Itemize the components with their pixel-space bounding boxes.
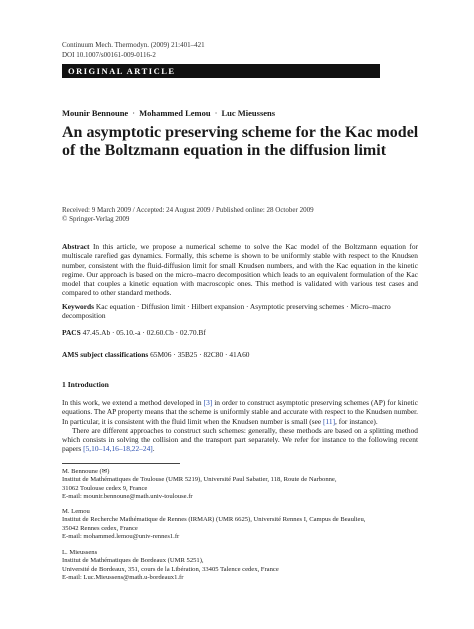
paragraph: [62, 426, 418, 454]
author-name: Mohammed Lemou: [139, 108, 211, 118]
affiliation-name: L. Mieussens: [62, 549, 98, 556]
affiliation: [62, 468, 382, 501]
copyright: © Springer-Verlag 2009: [62, 215, 130, 223]
text-run: In this work, we extend a method developed in: [62, 398, 204, 407]
abstract-text: In this article, we propose a numerical scheme to solve the Kac model of the Boltzmann equation for multiscale rarefied gas dynamics. Formally, this scheme is shown to be uniformly stable with respect to the Knudsen number, consistent with the fluid-diffusion limit for small Knudsen numbers, and with the Kac equation in the kinetic regime. Our approach is based on the micro–macro decomposition which leads to an equivalent formulation of the Kac model that couples a kinetic equation with macroscopic ones. This method is validated with various test cases and compared to other standard methods.: [62, 242, 418, 298]
abstract: [62, 242, 418, 298]
author-separator: ·: [214, 108, 218, 118]
author-name: Mounir Bennoune: [62, 108, 129, 118]
pacs-codes: [62, 328, 206, 337]
affiliation-line: 31062 Toulouse cedex 9, France: [62, 484, 148, 492]
affiliation-email: E-mail: mohammed.lemou@univ-rennes1.fr: [62, 532, 180, 540]
text-run: in order to construct asymptotic preserving schemes (AP) for kinetic equations. The AP property means that the scheme is uniformly stable and accurate with respect to the Knudsen number. In particular, it is consistent with the fluid limit when the Knudsen number is small (see: [62, 398, 419, 426]
article-type-label: ORIGINAL ARTICLE: [68, 66, 176, 76]
introduction-body: [62, 398, 418, 454]
paragraph: [62, 398, 418, 426]
journal-citation: Continuum Mech. Thermodyn. (2009) 21:401–421: [62, 41, 205, 49]
affiliation: [62, 549, 382, 582]
ams-label: AMS subject classifications: [62, 350, 149, 359]
title-line: of the Boltzmann equation in the diffusion limit: [62, 142, 387, 159]
text-run: .: [152, 444, 155, 454]
affiliation-line: Institut de Mathématiques de Bordeaux (UMR 5251),: [62, 557, 204, 565]
affiliation-name: M. Bennoune (✉): [62, 468, 110, 475]
affiliation-email: E-mail: mounir.bennoune@math.univ-toulouse.fr: [62, 492, 193, 500]
keywords-text: Kac equation · Diffusion limit · Hilbert expansion · Asymptotic preserving schemes · Micro–macro decomposition: [62, 302, 391, 321]
title-line: An asymptotic preserving scheme for the Kac model: [62, 124, 419, 141]
article-type-bar: [62, 64, 380, 78]
keywords-label: Keywords: [62, 302, 95, 311]
doi: DOI 10.1007/s00161-009-0116-2: [62, 51, 156, 59]
affiliation-line: Institut de Mathématiques de Toulouse (UMR 5219), Université Paul Sabatier, 118, Route de Narbonne,: [62, 476, 337, 484]
affiliation-name: M. Lemou: [62, 508, 90, 515]
paper-title: [62, 124, 422, 160]
affiliation-line: 35042 Rennes cedex, France: [62, 524, 138, 532]
affiliation: [62, 508, 382, 541]
text-run: , for instance).: [335, 416, 378, 426]
author-separator: ·: [132, 108, 136, 118]
citation-link[interactable]: [11]: [323, 416, 336, 426]
pacs-text: 47.45.Ab · 05.10.-a · 02.60.Cb · 02.70.Bf: [82, 328, 206, 337]
pacs-label: PACS: [62, 328, 81, 337]
abstract-label: Abstract: [62, 242, 90, 251]
journal-header: [62, 40, 205, 60]
affiliation-email: E-mail: Luc.Mieussens@math.u-bordeaux1.fr: [62, 573, 184, 581]
publication-dates: [62, 206, 314, 224]
ams-classification: [62, 350, 249, 359]
keywords: [62, 302, 418, 321]
affiliation-line: Université de Bordeaux, 351, cours de la Libération, 33405 Talence cedex, France: [62, 565, 279, 573]
footnote-divider: [62, 463, 180, 464]
affiliation-line: Institut de Recherche Mathématique de Rennes (IRMAR) (UMR 6625), Université Rennes I, Campus de Beaulieu,: [62, 516, 366, 524]
section-heading: 1 Introduction: [62, 380, 109, 389]
citation-link[interactable]: [5,10–14,16–18,22–24]: [83, 444, 153, 454]
text-run: There are different approaches to construct such schemes: generally, these methods are based on a splitting method which consists in solving the collision and the transport part separately. We refer for instance to the following recent papers: [62, 425, 418, 454]
history-dates: Received: 9 March 2009 / Accepted: 24 August 2009 / Published online: 28 October 2009: [62, 206, 314, 214]
author-name: Luc Mieussens: [221, 108, 276, 118]
ams-text: 65M06 · 35B25 · 82C80 · 41A60: [150, 350, 250, 359]
citation-link[interactable]: [3]: [203, 398, 213, 407]
author-list: [62, 108, 275, 118]
